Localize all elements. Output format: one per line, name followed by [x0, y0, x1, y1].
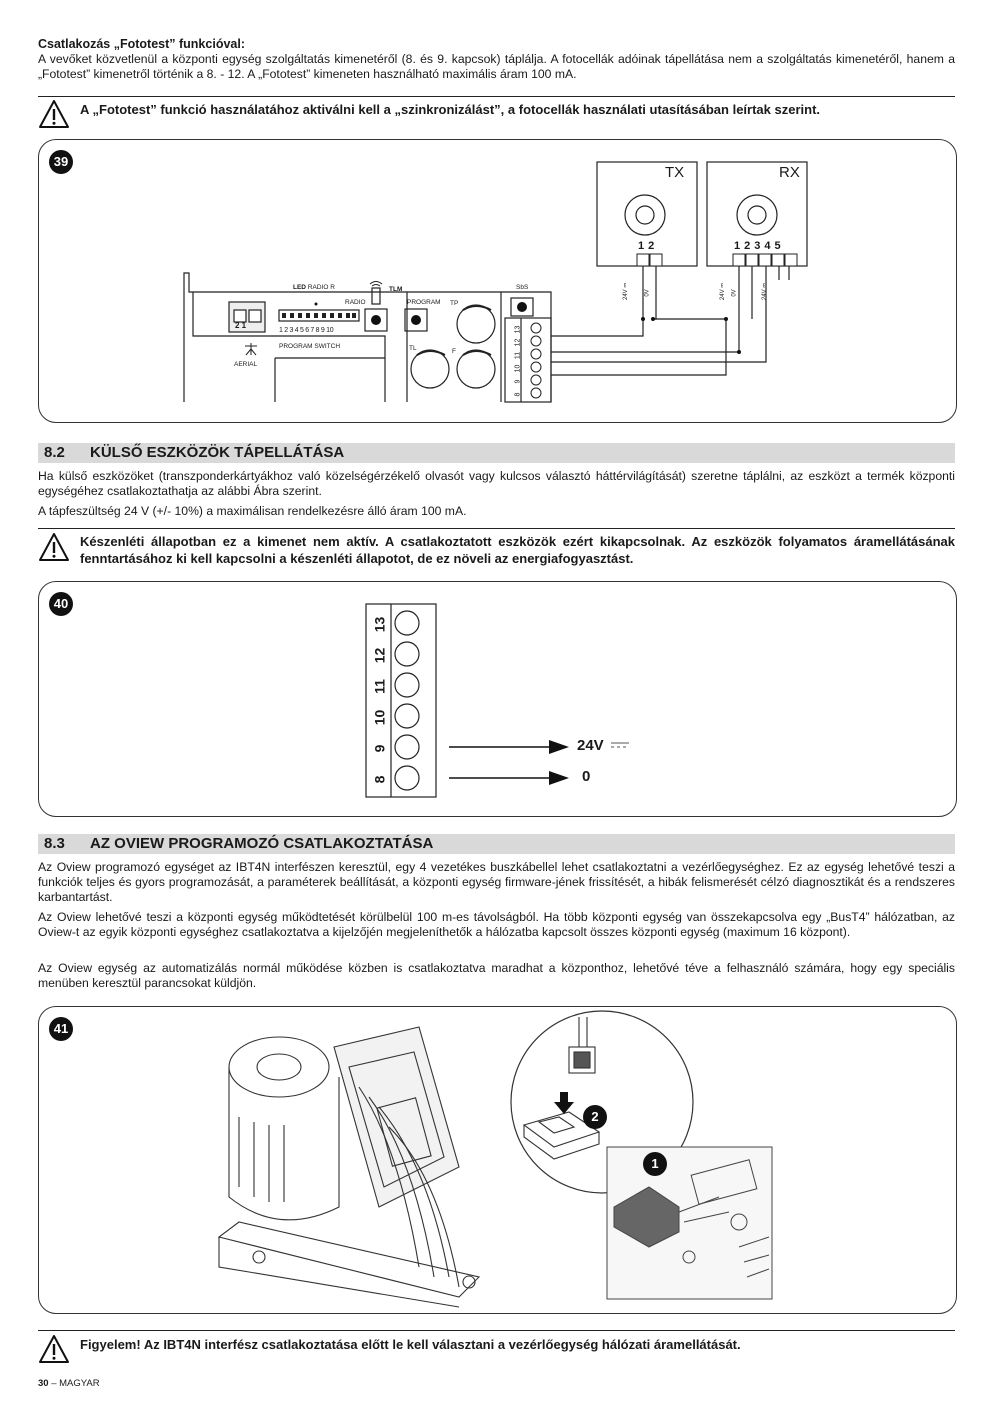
- rx-label: RX: [779, 164, 800, 181]
- aerial-label: AERIAL: [234, 361, 258, 368]
- warning-fototest: [38, 99, 955, 129]
- led-radio-label: LED RADIO R: [293, 284, 335, 291]
- intro-heading: Csatlakozás „Fototest” funkcióval:: [38, 37, 245, 51]
- tp-label: TP: [450, 300, 459, 307]
- section-title: AZ OVIEW PROGRAMOZÓ CSATLAKOZTATÁSA: [90, 835, 434, 852]
- section-8-3-heading: [38, 834, 955, 854]
- page-number: 30: [38, 1378, 49, 1389]
- step-1-badge: 1: [643, 1152, 667, 1176]
- figure-number: 39: [49, 150, 73, 174]
- radio-label: RADIO: [345, 299, 366, 306]
- oview-connection-illustration: [39, 1007, 956, 1313]
- page-footer: [38, 1378, 100, 1389]
- section-8-2-p1: Ha külső eszközöket (transzponderkártyákhoz való közelségérzékelő olvasót vagy kulcsos választó háttérvilágítását) szeretne táplálni, az eszközt a termék központi egységéhez csatlakoztathatja az alábbi Ábra szerint.: [38, 469, 955, 499]
- sbs-label: SbS: [516, 284, 529, 291]
- warning-standby: [38, 532, 955, 567]
- intro-text: A vevőket közvetlenül a központi egység szolgáltatás kimenetéről (8. és 9. kapcsok) táplálja. A fotocellák adóinak tápellátása nem a szolgáltatás kimenetéről, hanem a „Fototest” kimenetről történik a 8. - 12. A „Fototest” kimeneten használható maximális áram 100 mA.: [38, 52, 955, 82]
- wiring-diagram-39: [39, 140, 956, 422]
- warning-icon: [38, 99, 70, 129]
- figure-40: [38, 581, 957, 817]
- section-8-3-p2: Az Oview lehetővé teszi a központi egység működtetését körülbelül 100 m-es távolságból. Ha több központi egység van összekapcsolva egy „BusT4” hálózatban, az Oview-t az egyik központi egységhez csatlakoztatva a kijelzőjén megjeleníthetők a hálózatba kapcsolt összes központi egység (maximum 16 központ).: [38, 910, 955, 940]
- terminal-numbers: 13 12 11 10 9 8: [371, 616, 388, 784]
- divider: [38, 1330, 955, 1331]
- figure-number: 41: [49, 1017, 73, 1041]
- tl-label: TL: [409, 345, 417, 352]
- warning-text: Figyelem! Az IBT4N interfész csatlakoztatása előtt le kell választani a vezérlőegység hálózati áramellátását.: [80, 1337, 741, 1352]
- warning-ibt4n: [38, 1334, 955, 1364]
- output-0-label: 0: [582, 768, 591, 785]
- section-8-3-p3: Az Oview egység az automatizálás normál működése közben is csatlakoztatva maradhat a központhoz, lehetővé téve a felhasználó számára, hogy egy speciális menüben keresztül parancsokat küldjön.: [38, 961, 955, 991]
- section-8-3-p1: Az Oview programozó egységet az IBT4N interfészen keresztül, egy 4 vezetékes buszkábellel lehet csatlakoztatni a vezérlőegységhez. Ez az egység lehetővé teszi a funkciók teljes és gyors programozását, a paraméterek beállítását, a központi egység firmware-jének frissítését, a hibák felismerését célzó diagnosztikát és a rendszeres karbantartást.: [38, 860, 955, 905]
- warning-icon: [38, 532, 70, 562]
- figure-39: 39 TX RX 12 12345 24V ⎓ 0V 24V ⎓ 0V 24V ⎓ LED RADIO R RADIO TLM PROGRAM SbS TP TL F 1 2 3 4 5 6 7 8 9 10 PROGRAM SWITCH AERIAL 2 1 13 12 11 10 9 8: [38, 139, 957, 423]
- board-terminal-numbers: 13 12 11 10 9 8: [514, 325, 522, 397]
- section-8-2-heading: [38, 443, 955, 463]
- section-number: 8.2: [44, 444, 65, 461]
- tx-label: TX: [665, 164, 685, 181]
- tx-0v-label: 0V: [644, 289, 651, 297]
- warning-icon: [38, 1334, 70, 1364]
- figure-41: [38, 1006, 957, 1314]
- output-24v-label: 24V: [577, 737, 604, 754]
- figure-number: 40: [49, 592, 73, 616]
- divider: [38, 96, 955, 97]
- terminal-diagram-40: [39, 582, 956, 816]
- tx-terminals: 12: [638, 240, 659, 252]
- tlm-label: TLM: [389, 286, 403, 293]
- rx-24v-label-2: 24V ⎓: [762, 282, 769, 301]
- rx-24v-label-1: 24V ⎓: [720, 282, 727, 301]
- rx-0v-label: 0V: [731, 289, 738, 297]
- program-label: PROGRAM: [407, 299, 441, 306]
- switch-digits: 1 2 3 4 5 6 7 8 9 10: [279, 327, 334, 334]
- f-label: F: [452, 348, 456, 355]
- rx-terminals: 12345: [734, 240, 785, 252]
- divider: [38, 528, 955, 529]
- section-8-2-p2: A tápfeszültség 24 V (+/- 10%) a maximálisan rendelkezésre álló áram 100 mA.: [38, 504, 467, 518]
- step-2-badge: 2: [583, 1105, 607, 1129]
- footer-language: – MAGYAR: [51, 1378, 100, 1389]
- warning-text: Készenléti állapotban ez a kimenet nem aktív. A csatlakoztatott eszközök ezért kikapcsolnak. Az eszközök folyamatos áramellátásának fenntartásához ki kell kapcsolni a készenléti állapotot, de ez növeli az energiafogyasztást.: [80, 534, 955, 566]
- section-number: 8.3: [44, 835, 65, 852]
- aerial-terminals: 2 1: [235, 321, 247, 330]
- warning-text: A „Fototest” funkció használatához aktiválni kell a „szinkronizálást”, a fotocellák használati utasításában leírtak szerint.: [80, 102, 821, 117]
- section-title: KÜLSŐ ESZKÖZÖK TÁPELLÁTÁSA: [90, 444, 345, 461]
- program-switch-label: PROGRAM SWITCH: [279, 343, 341, 350]
